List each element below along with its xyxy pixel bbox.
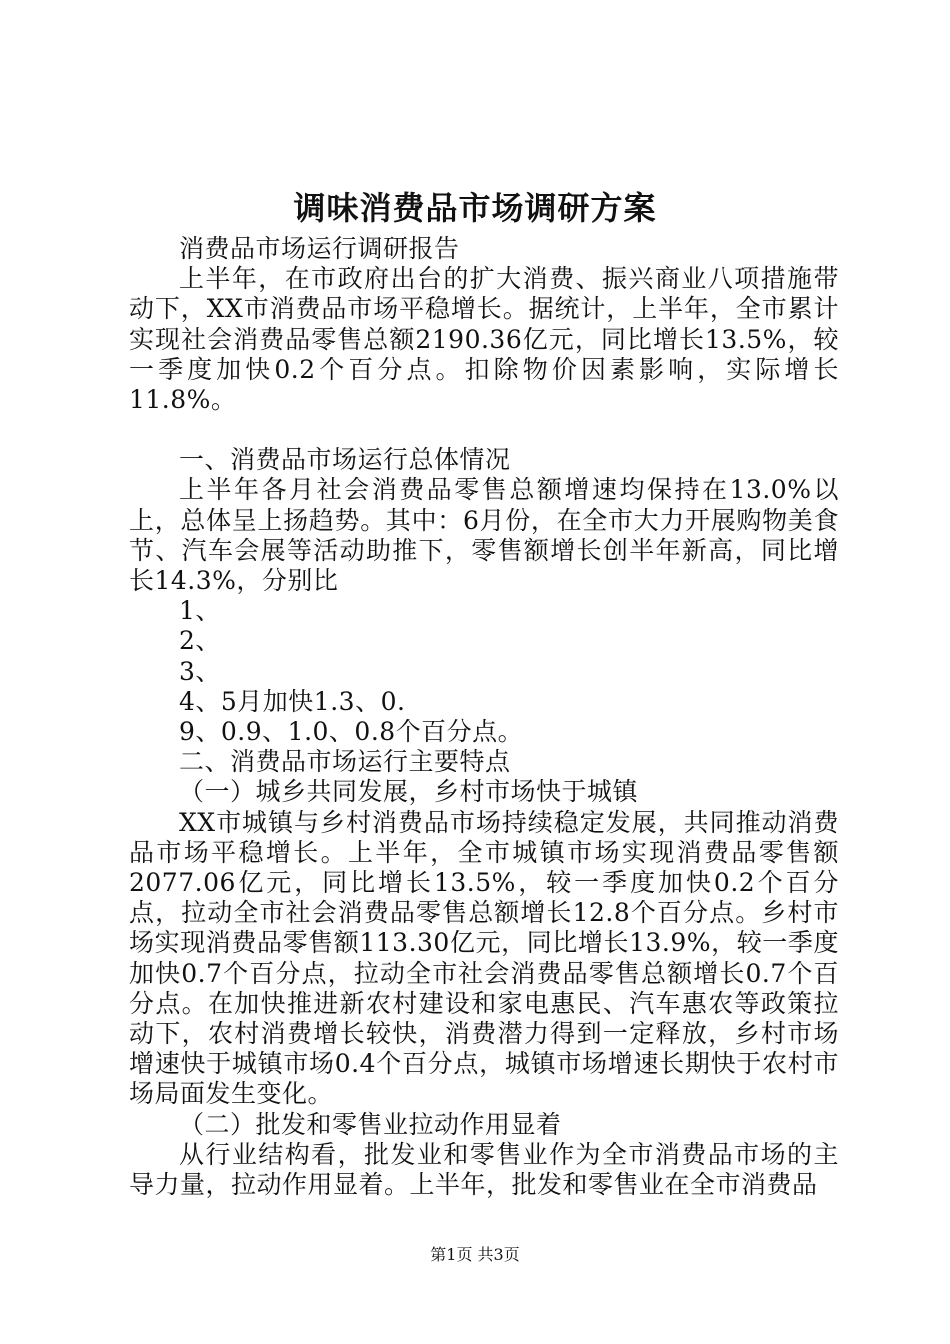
subsection-heading-2: （二）批发和零售业拉动作用显着 [179,1109,562,1139]
list-item-1: 1、 [179,596,221,626]
paragraph-intro: 上半年，在市政府出台的扩大消费、振兴商业八项措施带动下，XX市消费品市场平稳增长。据统计，上半年，全市累计实现社会消费品零售总额2190.36亿元，同比增长13.5%，较一季度加快0.2个百分点。扣除物价因素影响，实际增长11.8%。 [129,264,839,415]
page-footer: 第1页 共3页 [430,1245,520,1264]
section-heading-1: 一、消费品市场运行总体情况 [179,445,511,475]
document-body [129,234,839,1200]
subsection-heading-1: （一）城乡共同发展，乡村市场快于城镇 [179,777,639,807]
section-heading-2: 二、消费品市场运行主要特点 [179,747,511,777]
document-title: 调味消费品市场调研方案 [293,189,657,227]
list-item-continuation: 9、0.9、1.0、0.8个百分点。 [179,717,524,747]
paragraph-report-heading: 消费品市场运行调研报告 [179,234,460,263]
list-item-2: 2、 [179,626,221,656]
paragraph-overall: 上半年各月社会消费品零售总额增速均保持在13.0%以上，总体呈上扬趋势。其中：6月份，在全市大力开展购物美食节、汽车会展等活动助推下，零售额增长创半年新高，同比增长14.3%，分别比 [129,475,839,596]
paragraph-industry-structure: 从行业结构看，批发业和零售业作为全市消费品市场的主导力量，拉动作用显着。上半年，批发和零售业在全市消费品 [129,1139,839,1200]
paragraph-urban-rural: XX市城镇与乡村消费品市场持续稳定发展，共同推动消费品市场平稳增长。上半年，全市城镇市场实现消费品零售额2077.06亿元，同比增长13.5%，较一季度加快0.2个百分点，拉动全市社会消费品零售总额增长12.8个百分点。乡村市场实现消费品零售额113.30亿元，同比增长13.9%，较一季度加快0.7个百分点，拉动全市社会消费品零售总额增长0.7个百分点。在加快推进新农村建设和家电惠民、汽车惠农等政策拉动下，农村消费增长较快，消费潜力得到一定释放，乡村市场增速快于城镇市场0.4个百分点，城镇市场增速长期快于农村市场局面发生变化。 [129,807,839,1109]
list-item-4: 4、5月加快1.3、0. [179,686,406,716]
list-item-3: 3、 [179,656,221,686]
